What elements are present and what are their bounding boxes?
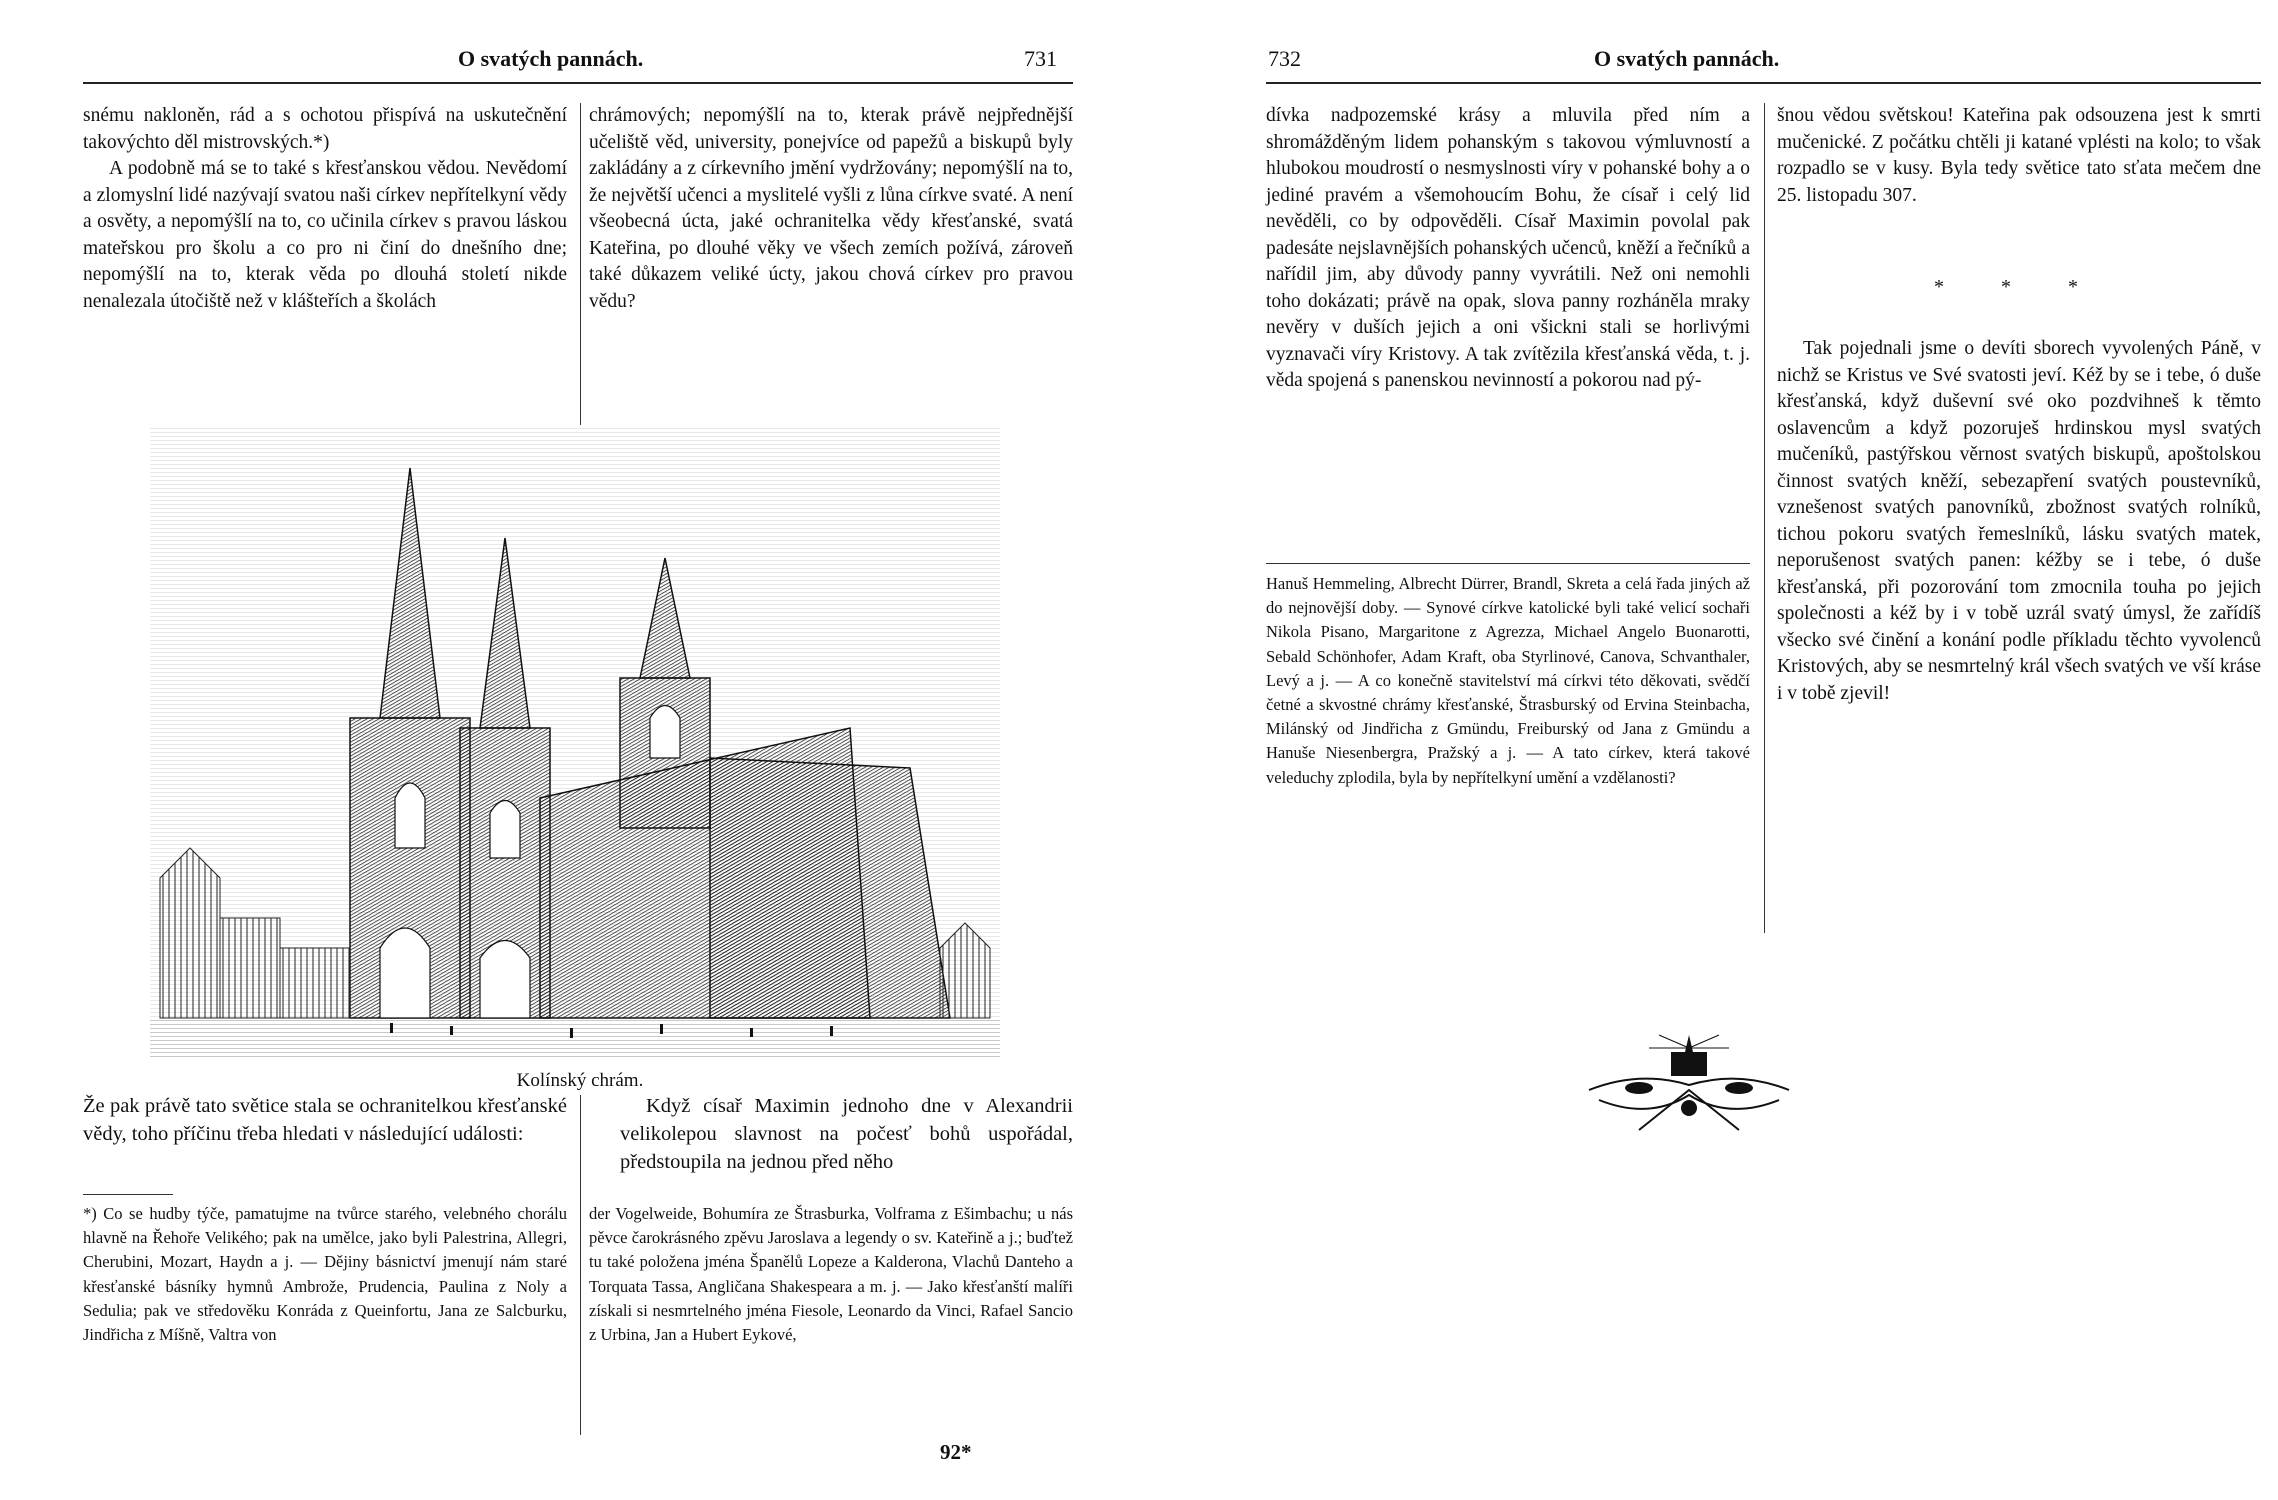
cathedral-engraving — [150, 428, 1000, 1058]
left-upper-col1 — [83, 103, 567, 315]
footnote-rule — [83, 1194, 173, 1195]
left-lower-col2 — [620, 1092, 1073, 1176]
left-header-title: O svatých pannách. — [458, 46, 644, 71]
right-header-title: O svatých pannách. — [1594, 46, 1780, 71]
left-col2-p1: chrámových; nepomýšlí na to, kterak právě nejpřednější učeliště věd, university, ponejvíce od papežů a biskupů byly zakládány a z církevního jmění vydržovány; nepomýšlí na to, že největší učenci a myslitelé vyšli z lůna církve svaté. A není všeobecná úcta, jaké ochranitelka vědy křesťanské, svatá Kateřina, po dlouhé věky ve všech zemích požívá, zároveň také důkazem veliké úcty, jakou chová církev pro pravou vědu? — [589, 105, 1073, 312]
left-footnote-col2-text: der Vogelweide, Bohumíra ze Štrasburka, Volframa z Ešimbachu; u nás pěvce čarokrásného zpěvu Jaroslava a legendy o sv. Kateřině a j.; buďtež tu také položena jména Španělů Lopeze a Kalderona, Vlachů Danteho a Torquata Tassa, Angličana Shakespeara a m. j. — Jako křesťanští malíři získali si nesmrtelného jména Fiesole, Leonardo da Vinci, Rafael Sancio z Urbina, Jan a Hubert Eykové, — [589, 1204, 1073, 1345]
signature-mark: 92* — [940, 1440, 972, 1464]
right-col1-text: dívka nadpozemské krásy a mluvila před ním a shromážděným lidem pohanským s takovou výmluvností a hlubokou moudrostí o nesmyslnosti víry v pohanské bohy a o jediné pravém a všemohoucím Bohu, že císař i celý lid nevěděli, co by odpověděli. Císař Maximin povolal pak padesáte nejslavnějších pohanských učenců, kněží a řečníků a nařídil jim, aby důvody panny vyvrátili. Než oni nemohli toho dokázati; právě na opak, slova panny rozháněla mraky nevěry v duších jejich a oni všickni stali se horlivými vyznavači víry Kristovy. A tak zvítězila křesťanská věda, t. j. věda spojená s panenskou nevinností a pokorou nad pý- — [1266, 105, 1750, 391]
right-page — [1139, 0, 2278, 1500]
left-footnote-col1-text: *) Co se hudby týče, pamatujme na tvůrce starého, velebného chorálu hlavně na Řehoře Velikého; pak na umělce, jako byli Palestrina, Allegri, Cherubini, Mozart, Haydn a j. — Dějiny básnictví jmenují nám staré křesťanské básníky hymnů Ambrože, Prudencia, Paulina z Noly a Sedulia; pak ve středověku Konráda z Queinfortu, Jana ze Salcburku, Jindřicha z Míšně, Valtra von — [83, 1204, 567, 1345]
right-col2 — [1777, 103, 2261, 209]
right-footnote-rule — [1266, 563, 1750, 564]
left-header-rule — [83, 82, 1073, 84]
right-header-rule — [1266, 82, 2261, 84]
ornamental-vignette — [1579, 1030, 1799, 1140]
left-footnote-col1 — [83, 1202, 567, 1347]
left-col1-p1: snému nakloněn, rád a s ochotou přispívá na uskutečnění takovýchto děl mistrovských.*) — [83, 105, 567, 153]
right-page-number: 732 — [1268, 46, 1301, 71]
left-lower-col1 — [83, 1092, 567, 1148]
left-lower-col1-text: Že pak právě tato světice stala se ochranitelkou křesťanské vědy, toho příčinu třeba hledati v následující události: — [83, 1095, 567, 1145]
left-upper-col2 — [589, 103, 1073, 315]
right-col2-lower — [1777, 336, 2261, 707]
right-footnote-text: Hanuš Hemmeling, Albrecht Dürrer, Brandl, Skreta a celá řada jiných až do nejnovější doby. — Synové církve katolické byli také velicí sochaři Nikola Pisano, Margaritone z Agrezza, Michael Angelo Buonarotti, Sebald Schönhofer, Adam Kraft, oba Styrlinové, Canova, Schvanthaler, Levý a j. — A co konečně stavitelství má církvi této děkovati, svědčí četné a skvostné chrámy křesťanské, Štrasburský od Ervina Steinbacha, Milánský od Jindřicha z Gmündu, Freiburský od Jana z Gmündu a Hanuše Niesenbergra, Pražský a j. — A tato církev, která takové veleduchy zplodila, byla by nepřítelkyní umění a vzdělanosti? — [1266, 574, 1750, 787]
asterism: * * * — [1934, 276, 2104, 298]
right-column-divider — [1764, 103, 1765, 933]
right-footnote — [1266, 572, 1750, 790]
left-footnote-col2 — [589, 1202, 1073, 1347]
column-divider-lower — [580, 1095, 581, 1435]
column-divider — [580, 103, 581, 425]
right-col2-p1: šnou vědou světskou! Kateřina pak odsouzena jest k smrti mučenické. Z počátku chtěli ji katané vplésti na kolo; to však rozpadlo se v kusy. Byla tedy světice tato sťata mečem dne 25. listopadu 307. — [1777, 105, 2261, 206]
image-caption: Kolínský chrám. — [516, 1070, 644, 1091]
left-lower-col2-text: Když císař Maximin jednoho dne v Alexandrii velikolepou slavnost na počesť bohů uspořádal, předstoupila na jednou před něho — [620, 1095, 1073, 1173]
left-page-number: 731 — [1024, 46, 1057, 71]
left-col1-p2: A podobně má se to také s křesťanskou vědou. Nevědomí a zlomyslní lidé nazývají svatou naši církev nepřítelkyní vědy a osvěty, a nepomýšlí na to, co učinila církev s pravou láskou mateřskou pro školu a co pro ni činí do dnešního dne; nepomýšlí na to, kterak věda po dlouhá století nikde nenalezala útočiště než v klášteřích a školách — [83, 158, 567, 312]
right-col1 — [1266, 103, 1750, 395]
right-col2-p2: Tak pojednali jsme o devíti sborech vyvolených Páně, v nichž se Kristus ve Své svatosti jeví. Kéž by se i tebe, ó duše křesťanská, když duševní své oko pozdvihneš k těmto oslavencům a když pozoruješ hrdinskou mysl svatých mučeníků, pastýřskou věrnost svatých biskupů, apoštolskou činnost svatých kněží, sebezapření svatých poustevníků, vznešenost svatých panovníků, zbožnost svatých rolníků, tichou pokoru svatých řemeslníků, lásku svatých matek, neporušenost svatých panen: kéžby se i tebe, ó duše křesťanská, při pozorování tom zmocnila touha po jejich společnosti a kéž by i v tobě uzrál svatý úmysl, že zařídíš všecko své činění a konání podle příkladu těchto vyvolenců Kristových, aby se nesmrtelný král všech svatých ve vší kráse i v tobě zjevil! — [1777, 338, 2261, 704]
